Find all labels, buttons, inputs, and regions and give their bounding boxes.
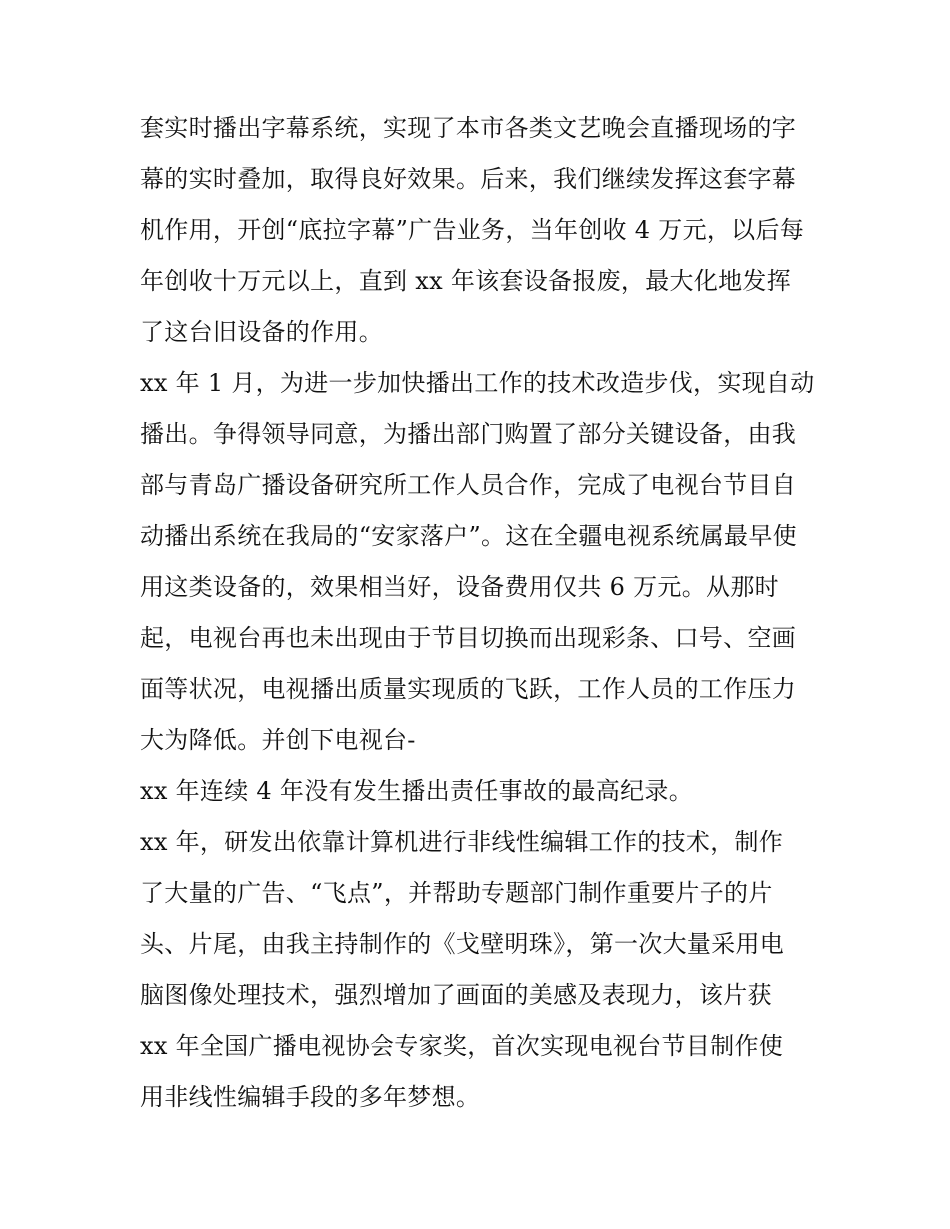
text-line: 面等状况，电视播出质量实现质的飞跃，工作人员的工作压力 — [140, 675, 797, 703]
text-line: xx 年连续 4 年没有发生播出责任事故的最高纪录。 — [140, 777, 694, 805]
text-line: 套实时播出字幕系统，实现了本市各类文艺晚会直播现场的字 — [140, 114, 797, 142]
text-line: 机作用，开创“底拉字幕”广告业务，当年创收 4 万元，以后每 — [140, 216, 805, 244]
text-line: xx 年 1 月，为进一步加快播出工作的技术改造步伐，实现自动 — [140, 369, 815, 397]
text-line: 幕的实时叠加，取得良好效果。后来，我们继续发挥这套字幕 — [140, 165, 797, 193]
text-line: 动播出系统在我局的“安家落户”。这在全疆电视系统属最早使 — [140, 522, 797, 550]
text-line: 起，电视台再也未出现由于节目切换而出现彩条、口号、空画 — [140, 624, 797, 652]
text-line: 部与青岛广播设备研究所工作人员合作，完成了电视台节目自 — [140, 471, 797, 499]
text-line: 年创收十万元以上，直到 xx 年该套设备报废，最大化地发挥 — [140, 267, 792, 295]
text-line: 脑图像处理技术，强烈增加了画面的美感及表现力，该片获 — [140, 981, 772, 1009]
text-line: xx 年全国广播电视协会专家奖，首次实现电视台节目制作使 — [140, 1032, 784, 1060]
text-line: 播出。争得领导同意，为播出部门购置了部分关键设备，由我 — [140, 420, 797, 448]
text-line: 大为降低。并创下电视台- — [140, 726, 416, 754]
text-line: 用非线性编辑手段的多年梦想。 — [140, 1083, 481, 1111]
text-line: 了大量的广告、“飞点”，并帮助专题部门制作重要片子的片 — [140, 879, 773, 907]
text-line: 头、片尾，由我主持制作的《戈壁明珠》，第一次大量采用电 — [140, 930, 785, 958]
text-line: xx 年，研发出依靠计算机进行非线性编辑工作的技术，制作 — [140, 828, 784, 856]
document-body — [140, 103, 820, 1123]
text-line: 用这类设备的，效果相当好，设备费用仅共 6 万元。从那时 — [140, 573, 779, 601]
text-line: 了这台旧设备的作用。 — [140, 318, 383, 346]
